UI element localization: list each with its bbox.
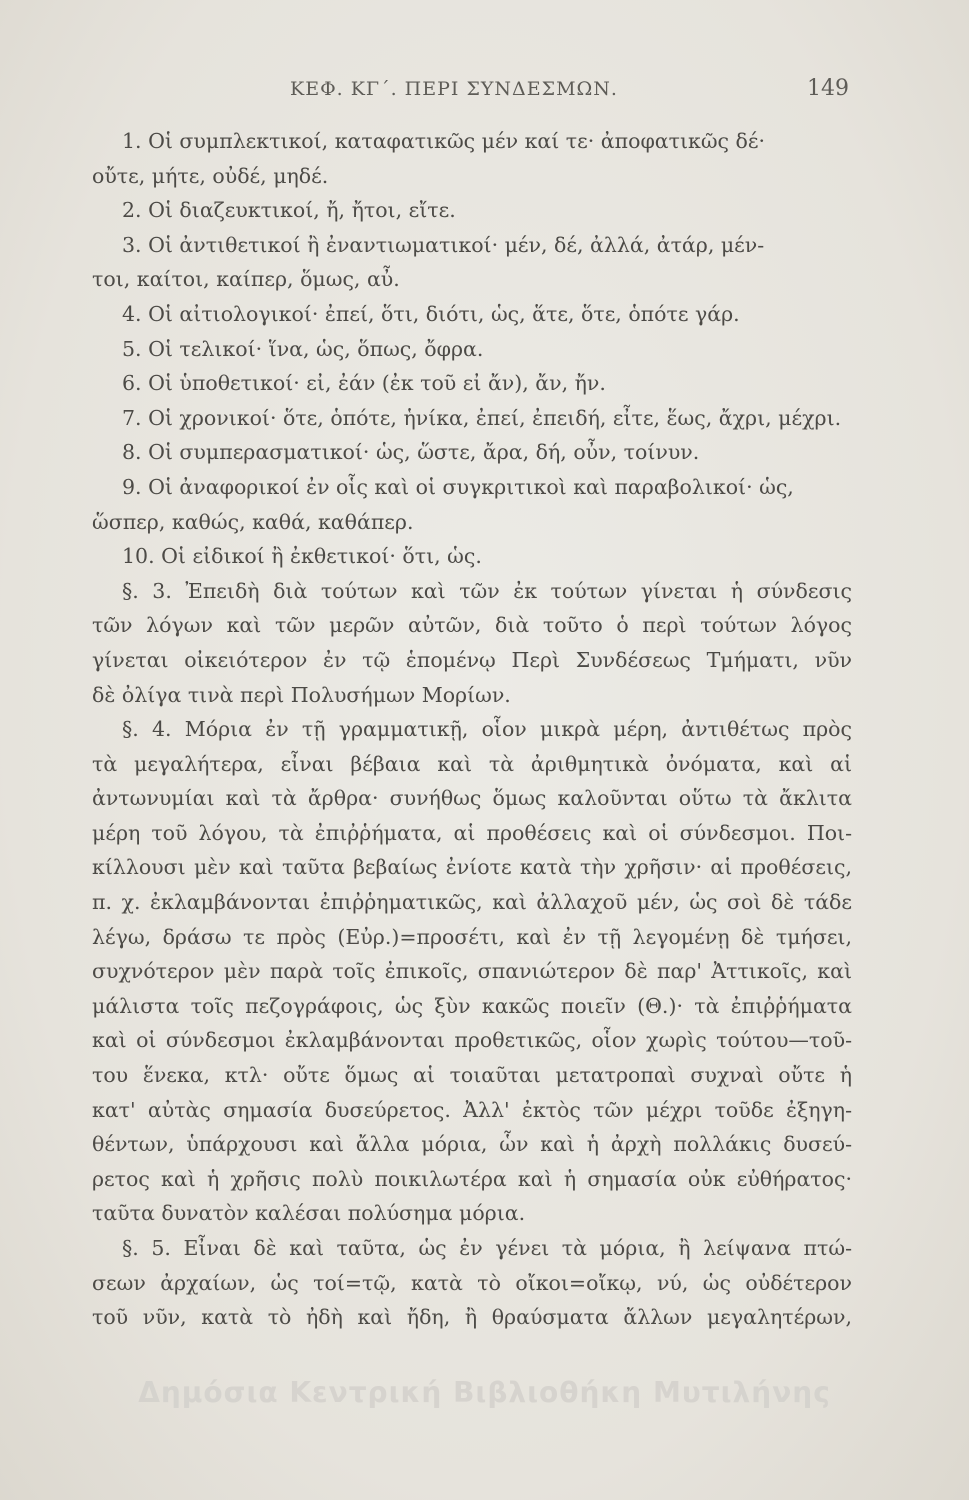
text-line: μέρη τοῦ λόγου, τὰ ἐπιῤῥήματα, αἱ προθέσεις καὶ οἱ σύνδεσμοι. Ποι-	[92, 820, 852, 845]
text-line: 5. Οἱ τελικοί· ἵνα, ὡς, ὅπως, ὄφρα.	[122, 336, 484, 361]
text-line: 6. Οἱ ὑποθετικοί· εἰ, ἐάν (ἐκ τοῦ εἰ ἄν), ἄν, ἤν.	[122, 371, 606, 396]
text-line: λέγω, δράσω τε πρὸς (Εὐρ.)=προσέτι, καὶ ἐν τῇ λεγομένῃ δὲ τμήσει,	[92, 924, 852, 949]
text-line: μάλιστα τοῖς πεζογράφοις, ὡς ξὺν κακῶς ποιεῖν (Θ.)· τὰ ἐπιῤῥήματα	[92, 993, 852, 1018]
library-watermark: Δημόσια Κεντρική Βιβλιοθήκη Μυτιλήνης	[138, 1376, 831, 1409]
text-line: 9. Οἱ ἀναφορικοί ἐν οἷς καὶ οἱ συγκριτικοὶ καὶ παραβολικοί· ὡς,	[122, 474, 794, 499]
text-line: 4. Οἱ αἰτιολογικοί· ἐπεί, ὅτι, διότι, ὡς, ἅτε, ὅτε, ὁπότε γάρ.	[122, 301, 740, 326]
text-line: τῶν λόγων καὶ τῶν μερῶν αὐτῶν, διὰ τοῦτο ὁ περὶ τούτων λόγος	[92, 613, 852, 638]
text-line: ρετος καὶ ἡ χρῆσις πολὺ ποικιλωτέρα καὶ ἡ σημασία οὐκ εὐθήρατος·	[92, 1166, 852, 1191]
page-number: 149	[807, 76, 849, 101]
text-line: 1. Οἱ συμπλεκτικοί, καταφατικῶς μέν καί τε· ἀποφατικῶς δέ·	[122, 129, 766, 153]
text-line: §. 4. Μόρια ἐν τῇ γραμματικῇ, οἷον μικρὰ μέρη, ἀντιθέτως πρὸς	[122, 717, 852, 742]
text-line: 8. Οἱ συμπερασματικοί· ὡς, ὥστε, ἄρα, δή, οὖν, τοίνυν.	[122, 440, 700, 465]
text-line: οὔτε, μήτε, οὐδέ, μηδέ.	[92, 163, 329, 188]
text-line: τοῦ νῦν, κατὰ τὸ ἠδὴ καὶ ἤδη, ἢ θραύσματα ἄλλων μεγαλητέρων,	[92, 1305, 852, 1330]
text-line: συχνότερον μὲν παρὰ τοῖς ἐπικοῖς, σπανιώτερον δὲ παρ' Ἀττικοῖς, καὶ	[92, 959, 852, 984]
text-line: του ἕνεκα, κτλ· οὔτε ὅμως αἱ τοιαῦται μετατροπαὶ συχναὶ οὔτε ἡ	[92, 1063, 852, 1088]
text-line: 10. Οἱ εἰδικοί ἢ ἐκθετικοί· ὅτι, ὡς.	[122, 544, 482, 569]
chapter-title: ΚΕΦ. ΚΓ΄. ΠΕΡΙ ΣΥΝΔΕΣΜΩΝ.	[290, 78, 618, 100]
text-line: 2. Οἱ διαζευκτικοί, ἤ, ἤτοι, εἴτε.	[122, 198, 456, 223]
text-line: κατ' αὐτὰς σημασία δυσεύρετος. Ἀλλ' ἐκτὸς τῶν μέχρι τοῦδε ἐξηγη-	[92, 1097, 852, 1122]
text-line: δὲ ὀλίγα τινὰ περὶ Πολυσήμων Μορίων.	[92, 682, 511, 707]
text-line: θέντων, ὑπάρχουσι καὶ ἄλλα μόρια, ὧν καὶ ἡ ἀρχὴ πολλάκις δυσεύ-	[92, 1132, 852, 1157]
text-line: ταῦτα δυνατὸν καλέσαι πολύσημα μόρια.	[92, 1201, 526, 1226]
text-line: 7. Οἱ χρονικοί· ὅτε, ὁπότε, ἡνίκα, ἐπεί, ἐπειδή, εἶτε, ἕως, ἄχρι, μέχρι.	[122, 405, 842, 430]
text-line: καὶ οἱ σύνδεσμοι ἐκλαμβάνονται προθετικῶς, οἷον χωρὶς τούτου—τοῦ-	[92, 1028, 852, 1053]
text-line: §. 3. Ἐπειδὴ διὰ τούτων καὶ τῶν ἐκ τούτων γίνεται ἡ σύνδεσις	[122, 578, 852, 603]
text-line: τοι, καίτοι, καίπερ, ὅμως, αὖ.	[92, 267, 400, 292]
text-line: ἀντωνυμίαι καὶ τὰ ἄρθρα· συνήθως ὅμως καλοῦνται οὕτω τὰ ἄκλιτα	[92, 786, 852, 811]
text-line: γίνεται οἰκειότερον ἐν τῷ ἑπομένῳ Περὶ Συνδέσεως Τμήματι, νῦν	[92, 647, 852, 672]
text-line: κίλλουσι μὲν καὶ ταῦτα βεβαίως ἐνίοτε κατὰ τὴν χρῆσιν· αἱ προθέσεις,	[92, 855, 852, 880]
text-line: 3. Οἱ ἀντιθετικοί ἢ ἐναντιωματικοί· μέν, δέ, ἀλλά, ἀτάρ, μέν-	[122, 232, 765, 257]
body-text	[92, 124, 852, 1335]
text-line: ὥσπερ, καθώς, καθά, καθάπερ.	[92, 509, 414, 534]
text-line: τὰ μεγαλήτερα, εἶναι βέβαια καὶ τὰ ἀριθμητικὰ ὀνόματα, καὶ αἱ	[92, 751, 852, 776]
text-line: §. 5. Εἶναι δὲ καὶ ταῦτα, ὡς ἐν γένει τὰ μόρια, ἢ λείψανα πτώ-	[122, 1236, 852, 1260]
text-line: σεων ἀρχαίων, ὡς τοί=τῷ, κατὰ τὸ οἴκοι=οἴκῳ, νύ, ὡς οὐδέτερον	[92, 1270, 852, 1295]
running-header	[95, 78, 849, 108]
text-line: π. χ. ἐκλαμβάνονται ἐπιῤῥηματικῶς, καὶ ἀλλαχοῦ μέν, ὡς σοὶ δὲ τάδε	[92, 890, 852, 915]
